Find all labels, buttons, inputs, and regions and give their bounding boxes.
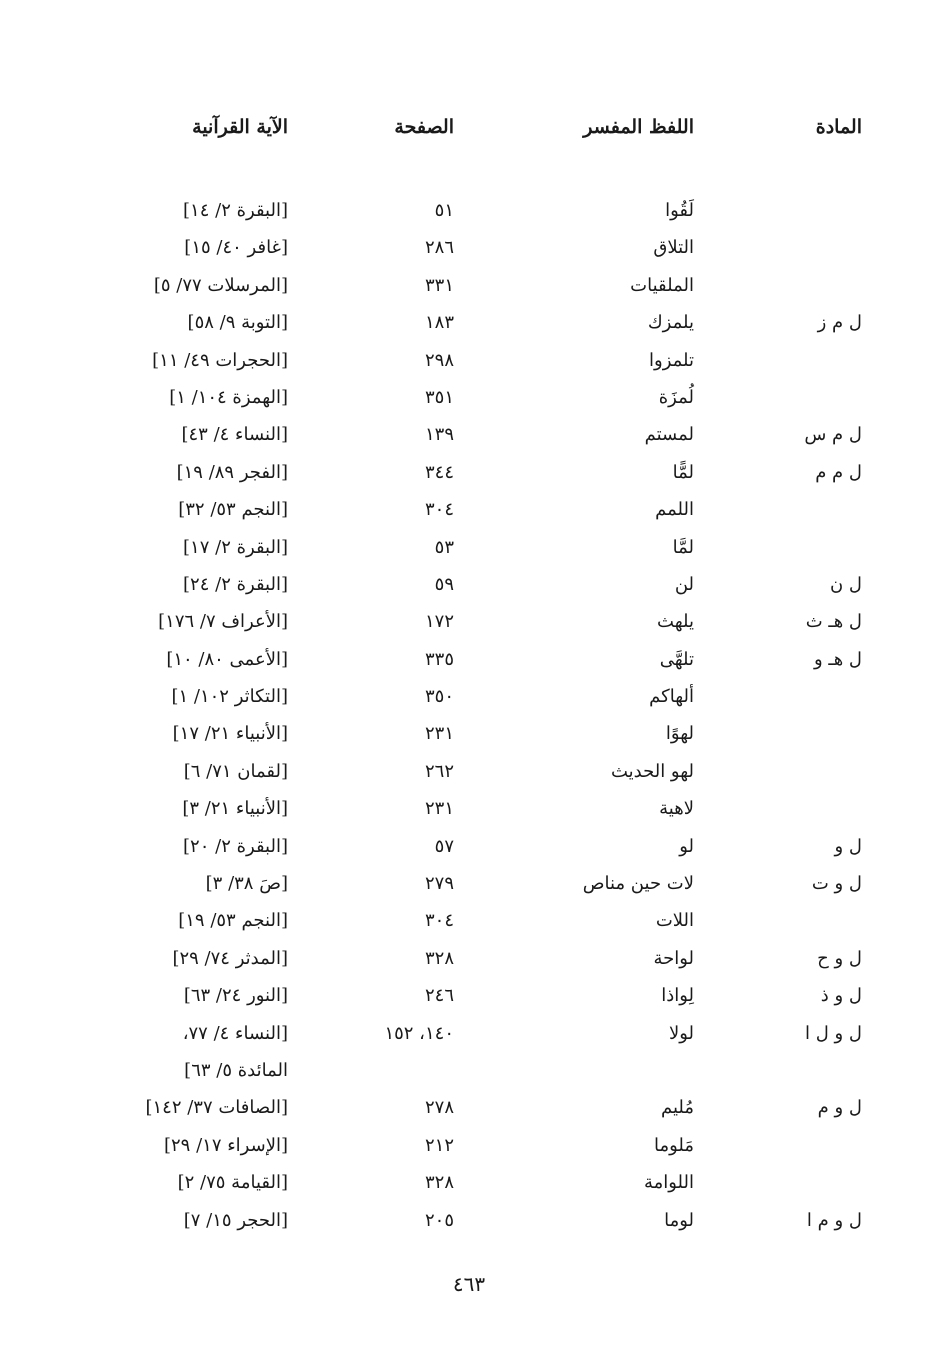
- table-row: [0, 420, 938, 457]
- cell-root: ل م م: [815, 461, 862, 483]
- cell-word: لِواذا: [661, 985, 694, 1007]
- cell-word: يلمزك: [647, 312, 694, 334]
- table-row: [0, 794, 938, 831]
- cell-verse: [لقمان ٧١/ ٦]: [183, 760, 288, 782]
- cell-page: ١٤٠، ١٥٢: [384, 1022, 454, 1044]
- table-row: [0, 1093, 938, 1130]
- table-row: [0, 383, 938, 420]
- cell-page: ٢٠٥: [424, 1209, 454, 1231]
- table-row: [0, 1168, 938, 1205]
- cell-word: لات حين مناص: [582, 873, 694, 895]
- cell-page: ١٨٣: [424, 312, 454, 334]
- cell-verse: [النساء ٤/ ٧٧،: [182, 1022, 288, 1044]
- cell-page: ٢٤٦: [424, 985, 454, 1007]
- cell-root: ل و ل ا: [804, 1022, 862, 1044]
- cell-word: لمَّا: [672, 536, 694, 558]
- cell-verse: [البقرة ٢/ ٢٤]: [183, 573, 288, 595]
- cell-word: لمًّا: [672, 461, 694, 483]
- cell-word: لهوًا: [665, 723, 694, 745]
- cell-verse: [البقرة ٢/ ٢٠]: [183, 835, 288, 857]
- cell-root: ل هـ ث: [805, 611, 862, 633]
- cell-root: ل هـ و: [814, 648, 862, 670]
- cell-verse: [الإسراء ١٧/ ٢٩]: [163, 1134, 288, 1156]
- table-row: [0, 346, 938, 383]
- table-row: [0, 682, 938, 719]
- table-row: [0, 196, 938, 233]
- cell-page: ٣٥١: [424, 386, 454, 408]
- cell-word: يلهث: [657, 611, 694, 633]
- cell-word: لمستم: [644, 424, 694, 446]
- cell-root: ل و م: [817, 1097, 862, 1119]
- cell-verse: [الأعراف ٧/ ١٧٦]: [158, 611, 288, 633]
- cell-verse: [الفجر ٨٩/ ١٩]: [176, 461, 288, 483]
- cell-page: ٣٢٨: [424, 1172, 454, 1194]
- page-number: ٤٦٣: [452, 1272, 486, 1296]
- cell-verse: [المدثر ٧٤/ ٢٩]: [172, 947, 288, 969]
- table-row: [0, 645, 938, 682]
- cell-page: ٢١٢: [424, 1134, 454, 1156]
- cell-verse: [القيامة ٧٥/ ٢]: [177, 1172, 288, 1194]
- cell-word: تلمزوا: [649, 349, 694, 371]
- cell-word: مَلوما: [653, 1134, 694, 1156]
- cell-word: لاهية: [659, 798, 694, 820]
- cell-verse: [البقرة ٢/ ١٧]: [183, 536, 288, 558]
- cell-verse: [الصافات ٣٧/ ١٤٢]: [145, 1097, 288, 1119]
- cell-word: التلاق: [653, 237, 694, 259]
- table-row: [0, 1131, 938, 1168]
- cell-page: ٥٣: [434, 536, 454, 558]
- cell-root: ل و ت: [811, 873, 862, 895]
- cell-verse: [الحجر ١٥/ ٧]: [183, 1209, 288, 1231]
- cell-word: لن: [674, 573, 694, 595]
- cell-word: تلهَّى: [659, 648, 694, 670]
- cell-word: اللوامة: [643, 1172, 694, 1194]
- cell-verse: [النجم ٥٣/ ٣٢]: [178, 499, 288, 521]
- cell-word: الملقيات: [630, 274, 694, 296]
- table-row: [0, 1206, 938, 1243]
- cell-word: اللات: [655, 910, 694, 932]
- cell-page: ٣٢٨: [424, 947, 454, 969]
- cell-word: لَقُوا: [665, 200, 694, 221]
- cell-root: ل م ز: [817, 312, 862, 334]
- cell-word: لُمزَة: [658, 386, 694, 408]
- cell-verse: [النساء ٤/ ٤٣]: [181, 424, 288, 446]
- cell-verse: المائدة ٥/ ٦٣]: [184, 1059, 288, 1081]
- cell-root: ل و ح: [817, 947, 862, 969]
- cell-page: ٣٠٤: [424, 499, 454, 521]
- cell-page: ٢٣١: [424, 798, 454, 820]
- cell-verse: [الأنبياء ٢١/ ٣]: [182, 798, 288, 820]
- cell-root: ل و: [834, 835, 862, 857]
- header-root: المادة: [815, 116, 862, 138]
- cell-verse: [الهمزة ١٠٤/ ١]: [169, 386, 288, 408]
- cell-page: ٣٥٠: [424, 686, 454, 708]
- header-page: الصفحة: [394, 116, 454, 138]
- cell-verse: [الأعمى ٨٠/ ١٠]: [166, 648, 288, 670]
- table-row: [0, 533, 938, 570]
- cell-word: لواحة: [653, 947, 694, 969]
- table-row: [0, 570, 938, 607]
- cell-word: لولا: [668, 1022, 694, 1044]
- table-row: [0, 233, 938, 270]
- cell-verse: [المرسلات ٧٧/ ٥]: [153, 274, 288, 296]
- table-row: [0, 1019, 938, 1056]
- cell-page: ٣٤٤: [424, 461, 454, 483]
- cell-word: لوما: [664, 1209, 694, 1231]
- cell-word: لهو الحديث: [610, 760, 694, 782]
- cell-root: ل م س: [804, 424, 862, 446]
- cell-page: ٣٠٤: [424, 910, 454, 932]
- table-row: [0, 757, 938, 794]
- cell-root: ل ن: [829, 573, 862, 595]
- cell-verse: [الحجرات ٤٩/ ١١]: [152, 349, 288, 371]
- cell-verse: [غافر ٤٠/ ١٥]: [184, 237, 288, 259]
- cell-page: ٢٧٩: [424, 873, 454, 895]
- cell-page: ٢٧٨: [424, 1097, 454, 1119]
- header-word: اللفظ المفسر: [583, 116, 694, 138]
- cell-verse: [البقرة ٢/ ١٤]: [183, 200, 288, 221]
- table-row: [0, 308, 938, 345]
- table-row: [0, 944, 938, 981]
- cell-verse: [التكاثر ١٠٢/ ١]: [171, 686, 288, 708]
- cell-root: ل و ذ: [820, 985, 862, 1007]
- cell-verse: [صَ ٣٨/ ٣]: [205, 873, 288, 895]
- cell-word: لو: [679, 835, 694, 857]
- cell-page: ٢٣١: [424, 723, 454, 745]
- table-row: [0, 719, 938, 756]
- cell-word: اللمم: [655, 499, 694, 521]
- cell-page: ١٣٩: [424, 424, 454, 446]
- cell-page: ٢٦٢: [424, 760, 454, 782]
- cell-page: ٥٩: [434, 573, 454, 595]
- cell-verse: [النور ٢٤/ ٦٣]: [183, 985, 288, 1007]
- cell-word: مُليم: [660, 1097, 694, 1119]
- cell-page: ٣٣١: [424, 274, 454, 296]
- cell-root: ل و م ا: [806, 1209, 862, 1231]
- cell-page: ٣٣٥: [424, 648, 454, 670]
- index-table-body: [0, 196, 938, 1243]
- header-verse: الآية القرآنية: [192, 116, 288, 138]
- cell-page: ٥١: [434, 200, 454, 221]
- table-row: [0, 906, 938, 943]
- cell-word: ألهاكم: [649, 686, 694, 708]
- table-row: [0, 271, 938, 308]
- cell-verse: [النجم ٥٣/ ١٩]: [178, 910, 288, 932]
- cell-page: ٢٩٨: [424, 349, 454, 371]
- table-row: [0, 1056, 938, 1093]
- cell-verse: [الأنبياء ٢١/ ١٧]: [172, 723, 288, 745]
- table-row: [0, 981, 938, 1018]
- table-row: [0, 832, 938, 869]
- cell-page: ١٧٢: [424, 611, 454, 633]
- cell-verse: [التوبة ٩/ ٥٨]: [187, 312, 288, 334]
- cell-page: ٥٧: [434, 835, 454, 857]
- table-row: [0, 869, 938, 906]
- table-header: [0, 116, 938, 148]
- table-row: [0, 495, 938, 532]
- table-row: [0, 607, 938, 644]
- table-row: [0, 458, 938, 495]
- cell-page: ٢٨٦: [424, 237, 454, 259]
